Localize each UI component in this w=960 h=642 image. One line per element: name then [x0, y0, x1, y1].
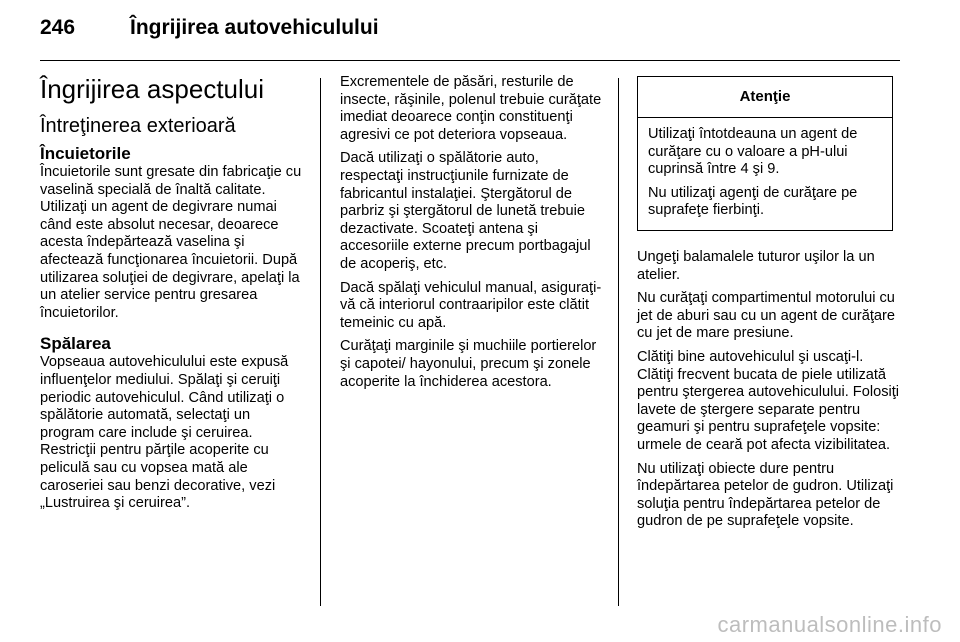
paragraph: Clătiţi bine autovehiculul şi uscaţi-l. Clătiţi frecvent bucata de piele utilizată pentru ştergerea autovehiculului. Folosiţi lavete de ştergere separate pentru geamuri şi pentru suprafeţele vopsite: urmele de ceară pot afecta vizibilitatea.	[637, 348, 900, 453]
warning-paragraph: Nu utilizaţi agenţi de curăţare pe suprafeţe fierbinţi.	[648, 184, 858, 219]
page-header	[40, 6, 920, 48]
header-divider	[40, 60, 900, 61]
locks-heading: Încuietorile	[40, 144, 131, 163]
paragraph: Nu utilizaţi obiecte dure pentru îndepărtarea petelor de gudron. Utilizaţi soluţia pentru îndepărtarea petelor de gudron de pe suprafeţele vopsite.	[637, 460, 894, 530]
paragraph: Ungeţi balamalele tuturor uşilor la un atelier.	[637, 248, 875, 283]
washing-paragraph: Vopseaua autovehiculului este expusă influenţelor mediului. Spălaţi şi ceruiţi periodic autovehiculul. Când utilizaţi o spălătorie automată, selectaţi un program care include şi ceruirea. Restricţii pentru părţile acoperite cu peliculă sau cu vopsea mată ale caroseriei sau benzi decorative, vezi „Lustruirea şi ceruirea”.	[40, 354, 289, 512]
watermark: carmanualsonline.info	[717, 612, 942, 637]
page-title: Îngrijirea autovehiculului	[130, 16, 379, 39]
column-middle	[340, 74, 602, 397]
paragraph: Curăţaţi marginile şi muchiile portierelor şi capotei/ hayonului, precum şi zonele acoperite la închiderea acestora.	[340, 338, 597, 390]
subsection-title: Întreţinerea exterioară	[40, 115, 236, 137]
warning-paragraph: Utilizaţi întotdeauna un agent de curăţare cu o valoare a pH-ului cuprinsă între 4 şi 9.	[648, 126, 858, 178]
paragraph: Dacă spălaţi vehiculul manual, asiguraţi-vă că interiorul contraaripilor este clătit temeinic cu apă.	[340, 279, 602, 331]
paragraph: Nu curăţaţi compartimentul motorului cu jet de aburi sau cu un agent de curăţare cu jet de mare presiune.	[637, 290, 895, 342]
paragraph: Excrementele de păsări, resturile de insecte, răşinile, polenul trebuie curăţate imediat deoarece conţin constituenţi agresivi ce pot deteriora vopseaua.	[340, 74, 602, 143]
column-left	[40, 74, 302, 519]
locks-paragraph: Încuietorile sunt gresate din fabricaţie cu vaselină specială de înaltă calitate. Utilizaţi un agent de degivrare numai când este absolut necesar, deoarece acesta îndepărtează vaselina şi afectează funcţionarea încuietorii. După utilizarea soluţiei de degivrare, apelaţi la un atelier service pentru gresarea încuietorilor.	[40, 164, 302, 321]
warning-box	[637, 76, 893, 231]
column-right	[637, 74, 901, 537]
page-number: 246	[40, 16, 76, 39]
washing-heading: Spălarea	[40, 334, 111, 354]
column-divider-2	[618, 78, 619, 606]
warning-title: Atenţie	[638, 77, 892, 118]
section-title: Îngrijirea aspectului	[40, 74, 265, 104]
paragraph: Dacă utilizaţi o spălătorie auto, respectaţi instrucţiunile furnizate de fabricantul instalaţiei. Ştergătorul de parbriz şi ştergătorul de lunetă trebuie dezactivate. Scoateţi antena şi accesoriile externe precum portbagajul de acoperiş, etc.	[340, 150, 591, 272]
warning-body	[638, 118, 892, 230]
column-divider-1	[320, 78, 321, 606]
